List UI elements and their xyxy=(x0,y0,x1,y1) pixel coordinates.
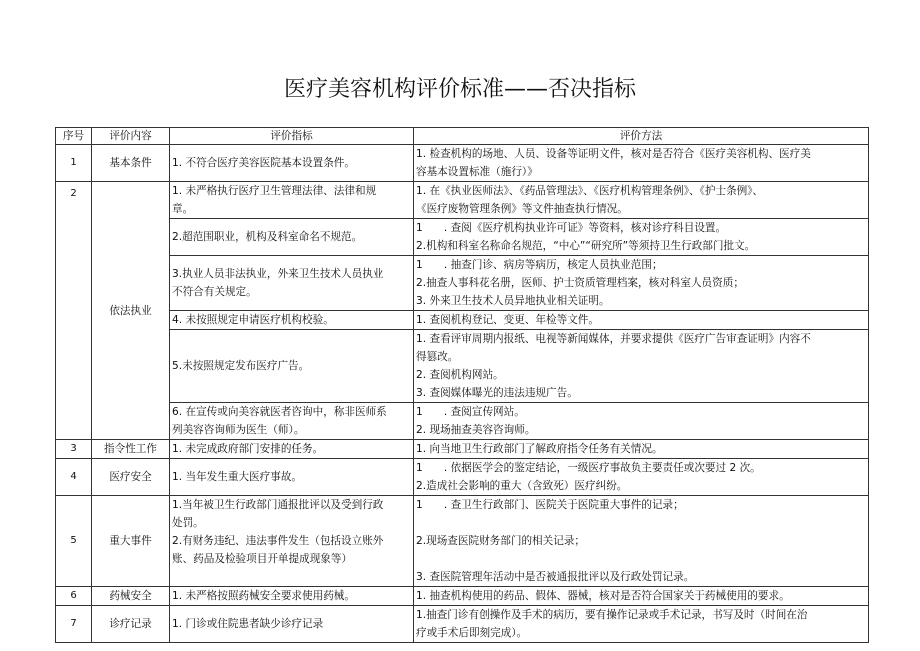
evaluation-indicator xyxy=(170,440,414,459)
method-line: 1. 检查机构的场地、人员、设备等证明文件，核对是否符合《医疗美容机构、医疗美 xyxy=(416,148,811,160)
indicator-line: 列美容咨询师为医生（师）。 xyxy=(172,424,305,436)
method-line: 2.机构和科室名称命名规范，“中心”“研究所”等须持卫生行政部门批文。 xyxy=(416,240,756,252)
evaluation-indicator xyxy=(170,182,414,219)
evaluation-method xyxy=(414,606,869,643)
row-number: 5 xyxy=(56,496,92,587)
method-line: 3. 外来卫生技术人员异地执业相关证明。 xyxy=(416,295,610,307)
method-line: 1 . 抽查门诊、病房等病历，核定人员执业范围； xyxy=(416,259,663,271)
table-row xyxy=(56,496,869,587)
evaluation-content: 医疗安全 xyxy=(92,459,170,496)
method-line: 2. 现场抽查美容咨询师。 xyxy=(416,424,536,436)
indicator-line: 1. 当年发生重大医疗事故。 xyxy=(172,471,303,483)
evaluation-content: 诊疗记录 xyxy=(92,606,170,643)
evaluation-table xyxy=(55,127,869,643)
row-number: 2 xyxy=(56,182,92,440)
method-line: 1. 抽查机构使用的药品、假体、器械，核对是否符合国家关于药械使用的要求。 xyxy=(416,590,790,602)
table-row xyxy=(56,403,869,440)
evaluation-indicator xyxy=(170,606,414,643)
indicator-line: 1. 不符合医疗美容医院基本设置条件。 xyxy=(172,157,355,169)
table-row xyxy=(56,330,869,403)
evaluation-method xyxy=(414,311,869,330)
method-line xyxy=(416,550,866,568)
evaluation-indicator xyxy=(170,496,414,587)
table-row xyxy=(56,256,869,311)
method-line: 疗或手术后即刻完成）。 xyxy=(416,627,528,639)
table-body xyxy=(56,145,869,643)
indicator-line: 账、药品及检验项目开单提成现象等） xyxy=(172,553,353,565)
indicator-line: 1.当年被卫生行政部门通报批评以及受到行政 xyxy=(172,499,384,511)
evaluation-method xyxy=(414,182,869,219)
evaluation-content: 药械安全 xyxy=(92,587,170,606)
method-line: 2.造成社会影响的重大（含致死）医疗纠纷。 xyxy=(416,480,628,492)
evaluation-method xyxy=(414,587,869,606)
indicator-line: 1. 门诊或住院患者缺少诊疗记录 xyxy=(172,618,324,630)
indicator-line: 3.执业人员非法执业，外来卫生技术人员执业 xyxy=(172,268,384,280)
evaluation-indicator xyxy=(170,145,414,182)
evaluation-method xyxy=(414,145,869,182)
method-line: 1. 查看评审周期内报纸、电视等新闻媒体，并要求提供《医疗广告审查证明》内容不 xyxy=(416,333,811,345)
evaluation-indicator xyxy=(170,311,414,330)
table-row xyxy=(56,311,869,330)
method-line: 1. 在《执业医师法》、《药品管理法》、《医疗机构管理条例》、《护士条例》、 xyxy=(416,185,764,197)
evaluation-method xyxy=(414,256,869,311)
table-row xyxy=(56,145,869,182)
evaluation-method xyxy=(414,330,869,403)
table-row xyxy=(56,606,869,643)
method-line: 1 . 查阅宣传网站。 xyxy=(416,406,525,418)
method-line: 1 . 查阅《医疗机构执业许可证》等资料，核对诊疗科目设置。 xyxy=(416,222,727,234)
table-row xyxy=(56,459,869,496)
indicator-line: 章。 xyxy=(172,203,194,215)
row-number: 1 xyxy=(56,145,92,182)
table-row xyxy=(56,587,869,606)
method-line: 1 . 查卫生行政部门、医院关于医院重大事件的记录； xyxy=(416,499,684,511)
evaluation-method xyxy=(414,219,869,256)
indicator-line: 1. 未完成政府部门安排的任务。 xyxy=(172,443,324,455)
method-line: 得篡改。 xyxy=(416,351,459,363)
table-row xyxy=(56,219,869,256)
evaluation-indicator xyxy=(170,403,414,440)
row-number: 7 xyxy=(56,606,92,643)
header-content: 评价内容 xyxy=(92,128,170,145)
evaluation-method xyxy=(414,403,869,440)
method-line: 2.抽查人事科花名册，医师、护士资质管理档案，核对科室人员资质； xyxy=(416,277,744,289)
indicator-line: 2.有财务违纪、违法事件发生（包括设立账外 xyxy=(172,535,384,547)
evaluation-method xyxy=(414,459,869,496)
page-title: 医疗美容机构评价标准——否决指标 xyxy=(283,77,636,102)
method-line: 1. 向当地卫生行政部门了解政府指令任务有关情况。 xyxy=(416,443,663,455)
method-line: 1 . 依据医学会的鉴定结论，一级医疗事故负主要责任或次要过 2 次。 xyxy=(416,462,761,474)
indicator-line: 不符合有关规定。 xyxy=(172,286,257,298)
method-line: 3. 查阅媒体曝光的违法违规广告。 xyxy=(416,387,578,399)
indicator-line: 5.未按照规定发布医疗广告。 xyxy=(172,360,310,372)
method-line xyxy=(416,514,866,532)
evaluation-method xyxy=(414,496,869,587)
evaluation-content: 基本条件 xyxy=(92,145,170,182)
table-row xyxy=(56,440,869,459)
method-line: 《医疗废物管理条例》等文件抽查执行情况。 xyxy=(416,203,628,215)
evaluation-indicator xyxy=(170,587,414,606)
indicator-line: 处罚。 xyxy=(172,517,204,529)
row-number: 4 xyxy=(56,459,92,496)
method-line: 2.现场查医院财务部门的相关记录； xyxy=(416,535,586,547)
method-line: 容基本设置标准（施行）》 xyxy=(416,166,538,178)
evaluation-content: 重大事件 xyxy=(92,496,170,587)
indicator-line: 2.超范围职业，机构及科室命名不规范。 xyxy=(172,231,363,243)
indicator-line: 1. 未严格按照药械安全要求使用药械。 xyxy=(172,590,355,602)
row-number: 3 xyxy=(56,440,92,459)
header-method: 评价方法 xyxy=(414,128,869,145)
evaluation-indicator xyxy=(170,219,414,256)
evaluation-indicator xyxy=(170,256,414,311)
evaluation-content: 依法执业 xyxy=(92,182,170,440)
method-line: 1.抽查门诊有创操作及手术的病历，要有操作记录或手术记录，书写及时（时间在治 xyxy=(416,609,808,621)
method-line: 3. 查医院管理年活动中是否被通报批评以及行政处罚记录。 xyxy=(416,571,695,583)
method-line: 1. 查阅机构登记、变更、年检等文件。 xyxy=(416,314,599,326)
header-no: 序号 xyxy=(56,128,92,145)
evaluation-indicator xyxy=(170,330,414,403)
indicator-line: 4. 未按照规定申请医疗机构校验。 xyxy=(172,314,334,326)
header-indicator: 评价指标 xyxy=(170,128,414,145)
evaluation-content: 指令性工作 xyxy=(92,440,170,459)
table-header-row xyxy=(56,128,869,145)
evaluation-indicator xyxy=(170,459,414,496)
method-line: 2. 查阅机构网站。 xyxy=(416,369,504,381)
indicator-line: 1. 未严格执行医疗卫生管理法律、法律和规 xyxy=(172,185,377,197)
table-row xyxy=(56,182,869,219)
row-number: 6 xyxy=(56,587,92,606)
evaluation-method xyxy=(414,440,869,459)
indicator-line: 6. 在宣传或向美容就医者咨询中，称非医师系 xyxy=(172,406,387,418)
